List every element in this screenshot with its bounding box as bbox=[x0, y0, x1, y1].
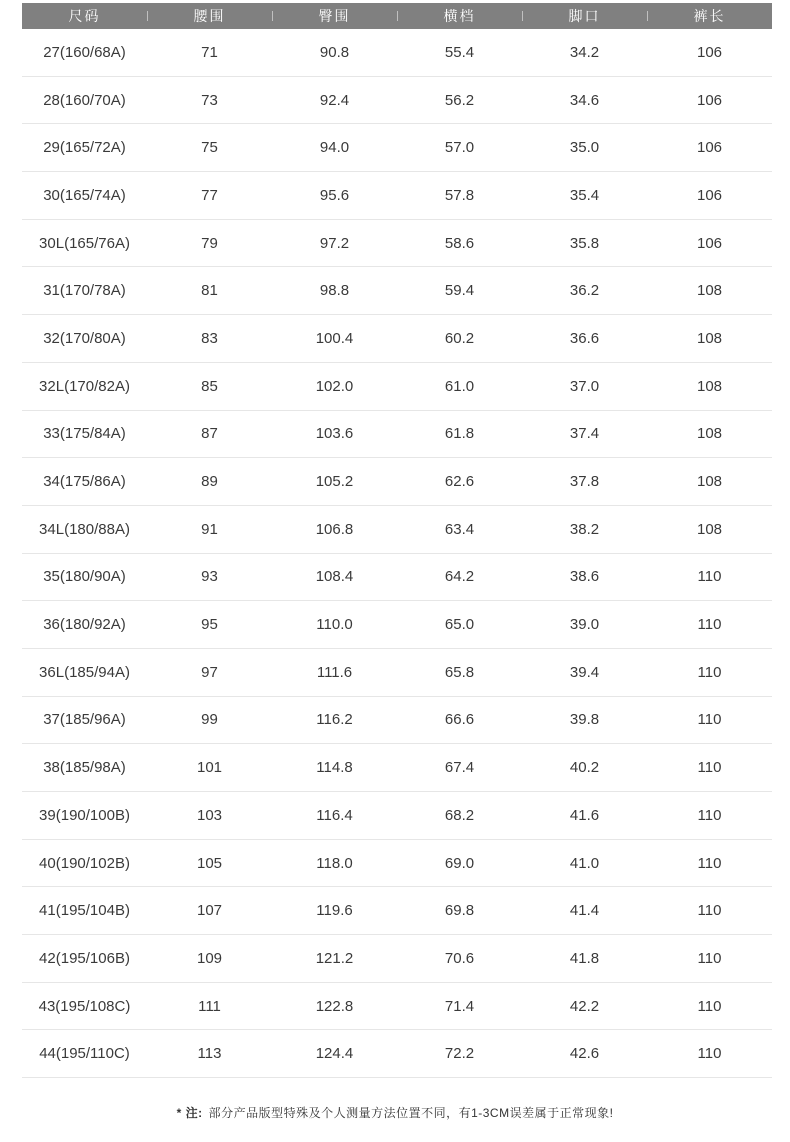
cell-leg-opening: 37.0 bbox=[569, 377, 600, 395]
cell-waist: 75 bbox=[201, 139, 218, 157]
cell-size: 30L(165/76A) bbox=[39, 234, 130, 252]
cell-hip: 103.6 bbox=[315, 425, 354, 443]
header-waist: 腰围 bbox=[147, 3, 272, 29]
cell-waist: 113 bbox=[197, 1045, 222, 1063]
cell-thigh: 65.8 bbox=[444, 663, 475, 681]
cell-length: 110 bbox=[697, 854, 722, 872]
cell-waist: 93 bbox=[201, 568, 218, 586]
cell-size: 43(195/108C) bbox=[38, 997, 131, 1015]
cell-thigh: 55.4 bbox=[444, 43, 475, 61]
cell-leg-opening: 36.2 bbox=[569, 282, 600, 300]
table-row bbox=[22, 458, 772, 506]
cell-thigh: 61.0 bbox=[444, 377, 475, 395]
cell-size: 27(160/68A) bbox=[43, 43, 126, 61]
cell-waist: 73 bbox=[201, 91, 218, 109]
cell-length: 106 bbox=[696, 139, 723, 157]
table-body bbox=[22, 29, 772, 1078]
cell-waist: 95 bbox=[201, 616, 218, 634]
cell-thigh: 58.6 bbox=[444, 234, 475, 252]
cell-length: 108 bbox=[696, 282, 723, 300]
cell-size: 34L(180/88A) bbox=[39, 520, 130, 538]
table-row bbox=[22, 601, 772, 649]
cell-size: 39(190/100B) bbox=[39, 806, 130, 824]
table-row bbox=[22, 29, 772, 77]
cell-length: 108 bbox=[696, 425, 723, 443]
cell-thigh: 57.0 bbox=[444, 139, 475, 157]
cell-length: 106 bbox=[696, 234, 723, 252]
cell-size: 42(195/106B) bbox=[39, 949, 130, 967]
table-row bbox=[22, 744, 772, 792]
cell-size: 36(180/92A) bbox=[43, 616, 126, 634]
cell-leg-opening: 40.2 bbox=[569, 759, 600, 777]
cell-size: 32(170/80A) bbox=[43, 329, 126, 347]
cell-thigh: 62.6 bbox=[444, 473, 475, 491]
cell-thigh: 71.4 bbox=[444, 997, 475, 1015]
cell-waist: 83 bbox=[201, 329, 218, 347]
cell-waist: 91 bbox=[201, 520, 218, 538]
cell-leg-opening: 36.6 bbox=[569, 329, 600, 347]
cell-size: 35(180/90A) bbox=[43, 568, 126, 586]
cell-leg-opening: 41.4 bbox=[569, 902, 600, 920]
cell-length: 110 bbox=[697, 616, 722, 634]
cell-thigh: 66.6 bbox=[444, 711, 475, 729]
cell-leg-opening: 37.8 bbox=[569, 473, 600, 491]
table-row bbox=[22, 649, 772, 697]
cell-hip: 90.8 bbox=[319, 43, 350, 61]
cell-hip: 92.4 bbox=[319, 91, 350, 109]
cell-size: 41(195/104B) bbox=[39, 902, 130, 920]
cell-size: 32L(170/82A) bbox=[39, 377, 130, 395]
cell-leg-opening: 38.6 bbox=[569, 568, 600, 586]
cell-hip: 100.4 bbox=[315, 329, 354, 347]
cell-hip: 97.2 bbox=[319, 234, 350, 252]
cell-thigh: 64.2 bbox=[444, 568, 475, 586]
cell-leg-opening: 35.8 bbox=[569, 234, 600, 252]
cell-thigh: 70.6 bbox=[444, 949, 475, 967]
cell-thigh: 56.2 bbox=[444, 91, 475, 109]
cell-length: 110 bbox=[697, 949, 722, 967]
cell-length: 110 bbox=[697, 568, 722, 586]
size-chart-table bbox=[22, 3, 772, 1078]
cell-hip: 110.0 bbox=[316, 616, 353, 634]
cell-length: 110 bbox=[697, 806, 722, 824]
cell-length: 110 bbox=[697, 759, 722, 777]
cell-waist: 101 bbox=[196, 759, 223, 777]
cell-length: 110 bbox=[697, 711, 722, 729]
cell-waist: 89 bbox=[201, 473, 218, 491]
table-row bbox=[22, 792, 772, 840]
cell-leg-opening: 42.6 bbox=[569, 1045, 600, 1063]
table-row bbox=[22, 935, 772, 983]
header-length: 裤长 bbox=[647, 3, 772, 29]
cell-hip: 94.0 bbox=[319, 139, 350, 157]
cell-size: 44(195/110C) bbox=[39, 1045, 130, 1063]
cell-hip: 106.8 bbox=[315, 520, 354, 538]
cell-hip: 116.4 bbox=[316, 806, 353, 824]
cell-leg-opening: 34.6 bbox=[569, 91, 600, 109]
cell-leg-opening: 37.4 bbox=[569, 425, 600, 443]
cell-length: 108 bbox=[696, 329, 723, 347]
header-hip: 臀围 bbox=[272, 3, 397, 29]
cell-thigh: 61.8 bbox=[444, 425, 475, 443]
cell-thigh: 63.4 bbox=[444, 520, 475, 538]
cell-thigh: 57.8 bbox=[444, 186, 475, 204]
header-thigh: 横档 bbox=[397, 3, 522, 29]
cell-length: 108 bbox=[696, 473, 723, 491]
table-row bbox=[22, 506, 772, 554]
cell-thigh: 69.0 bbox=[444, 854, 475, 872]
cell-waist: 87 bbox=[201, 425, 218, 443]
cell-waist: 85 bbox=[201, 377, 218, 395]
cell-length: 110 bbox=[697, 902, 722, 920]
table-row bbox=[22, 363, 772, 411]
table-row bbox=[22, 124, 772, 172]
table-row bbox=[22, 411, 772, 459]
table-row bbox=[22, 315, 772, 363]
cell-leg-opening: 39.0 bbox=[569, 616, 600, 634]
cell-leg-opening: 34.2 bbox=[569, 43, 600, 61]
cell-hip: 108.4 bbox=[315, 568, 354, 586]
cell-size: 30(165/74A) bbox=[43, 186, 126, 204]
cell-size: 31(170/78A) bbox=[43, 282, 126, 300]
cell-length: 106 bbox=[696, 43, 723, 61]
cell-size: 37(185/96A) bbox=[43, 711, 126, 729]
cell-leg-opening: 41.8 bbox=[569, 949, 600, 967]
cell-waist: 111 bbox=[198, 997, 221, 1015]
table-row bbox=[22, 554, 772, 602]
cell-leg-opening: 38.2 bbox=[569, 520, 600, 538]
cell-waist: 103 bbox=[196, 806, 223, 824]
table-row bbox=[22, 697, 772, 745]
cell-length: 110 bbox=[697, 1045, 722, 1063]
cell-length: 110 bbox=[697, 997, 722, 1015]
cell-leg-opening: 41.0 bbox=[569, 854, 600, 872]
cell-size: 29(165/72A) bbox=[43, 139, 126, 157]
table-row bbox=[22, 77, 772, 125]
table-row bbox=[22, 267, 772, 315]
cell-size: 33(175/84A) bbox=[43, 425, 126, 443]
cell-hip: 95.6 bbox=[319, 186, 350, 204]
cell-thigh: 72.2 bbox=[444, 1045, 475, 1063]
cell-leg-opening: 42.2 bbox=[569, 997, 600, 1015]
cell-size: 38(185/98A) bbox=[43, 759, 126, 777]
cell-hip: 114.8 bbox=[316, 759, 353, 777]
cell-size: 34(175/86A) bbox=[43, 473, 126, 491]
cell-waist: 81 bbox=[201, 282, 218, 300]
cell-hip: 119.6 bbox=[316, 902, 353, 920]
cell-length: 108 bbox=[696, 520, 723, 538]
cell-leg-opening: 39.4 bbox=[569, 663, 600, 681]
footnote bbox=[0, 1104, 790, 1121]
table-row bbox=[22, 172, 772, 220]
cell-leg-opening: 41.6 bbox=[569, 806, 600, 824]
cell-waist: 97 bbox=[201, 663, 218, 681]
cell-hip: 116.2 bbox=[316, 711, 353, 729]
cell-leg-opening: 39.8 bbox=[569, 711, 600, 729]
cell-waist: 107 bbox=[196, 902, 223, 920]
header-leg-opening: 脚口 bbox=[522, 3, 647, 29]
footnote-text: 部分产品版型特殊及个人测量方法位置不同，有1-3CM误差属于正常现象! bbox=[208, 1106, 614, 1120]
cell-size: 28(160/70A) bbox=[43, 91, 126, 109]
cell-thigh: 65.0 bbox=[444, 616, 475, 634]
header-size: 尺码 bbox=[68, 8, 101, 24]
cell-hip: 111.6 bbox=[316, 663, 353, 681]
cell-length: 106 bbox=[696, 91, 723, 109]
cell-thigh: 68.2 bbox=[444, 806, 475, 824]
cell-hip: 98.8 bbox=[319, 282, 350, 300]
cell-waist: 99 bbox=[201, 711, 218, 729]
cell-thigh: 60.2 bbox=[444, 329, 475, 347]
cell-hip: 102.0 bbox=[315, 377, 354, 395]
cell-size: 40(190/102B) bbox=[39, 854, 130, 872]
cell-waist: 71 bbox=[201, 43, 218, 61]
cell-length: 110 bbox=[697, 663, 722, 681]
cell-hip: 124.4 bbox=[315, 1045, 354, 1063]
cell-waist: 77 bbox=[201, 186, 218, 204]
footnote-label: * 注: bbox=[176, 1106, 203, 1120]
cell-hip: 105.2 bbox=[315, 473, 354, 491]
cell-thigh: 67.4 bbox=[444, 759, 475, 777]
cell-leg-opening: 35.0 bbox=[569, 139, 600, 157]
cell-leg-opening: 35.4 bbox=[569, 186, 600, 204]
cell-waist: 109 bbox=[196, 949, 223, 967]
cell-hip: 121.2 bbox=[315, 949, 354, 967]
cell-waist: 105 bbox=[196, 854, 223, 872]
table-row bbox=[22, 220, 772, 268]
cell-hip: 122.8 bbox=[315, 997, 354, 1015]
cell-waist: 79 bbox=[201, 234, 218, 252]
table-row bbox=[22, 887, 772, 935]
cell-length: 108 bbox=[696, 377, 723, 395]
cell-length: 106 bbox=[696, 186, 723, 204]
table-row bbox=[22, 1030, 772, 1078]
cell-thigh: 59.4 bbox=[444, 282, 475, 300]
cell-hip: 118.0 bbox=[316, 854, 353, 872]
table-row bbox=[22, 983, 772, 1031]
cell-thigh: 69.8 bbox=[444, 902, 475, 920]
cell-size: 36L(185/94A) bbox=[39, 663, 130, 681]
table-header-row bbox=[22, 3, 772, 29]
table-row bbox=[22, 840, 772, 888]
